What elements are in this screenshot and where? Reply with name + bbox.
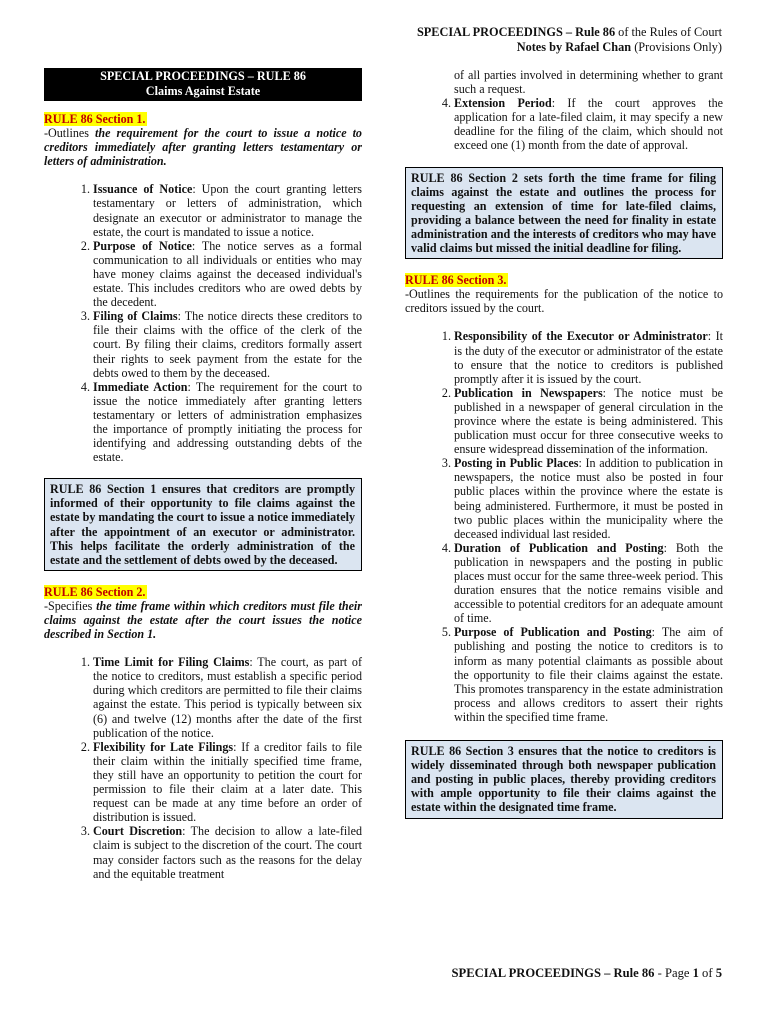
- section-1-heading: RULE 86 Section 1.: [44, 112, 146, 126]
- page-header: [417, 25, 722, 55]
- list-item: 5. Purpose of Publication and Posting: The aim of publishing and posting the notice to creditors is to inform as many potential claimants as possible about the opportunity to file their claims against the estate. This promotes transparency in the estate administration process and allows creditors to assert their rights within the specified time frame.: [454, 625, 723, 724]
- list-item: 1. Issuance of Notice: Upon the court granting letters testamentary or letters of administration, which designate an executor or administrator to manage the estate, the court is mandated to issue a notice.: [93, 182, 362, 238]
- list-item: 1. Time Limit for Filing Claims: The court, as part of the notice to creditors, must establish a specific period during which creditors are permitted to file their claims against the estate. This period is typically between six (6) and twelve (12) months after the date of the first publication of the notice.: [93, 655, 362, 740]
- section-1-summary-box: RULE 86 Section 1 ensures that creditors are promptly informed of their opportunity to file claims against the estate by mandating the court to issue a notice immediately after the appointment of an executor or administrator. This helps facilitate the orderly administration of the estate and the settlement of debts owed by the deceased.: [44, 478, 362, 571]
- header-author: Notes by Rafael Chan: [516, 40, 632, 54]
- list-item: 4. Duration of Publication and Posting: Both the publication in newspapers and the posting in public places must occur for the same three-week period. This duration ensures that the notice remains visible and accessible to potential creditors for an adequate amount of time.: [454, 541, 723, 626]
- section-3-heading: RULE 86 Section 3.: [405, 273, 507, 288]
- left-column: [44, 68, 362, 881]
- section-1-list: [44, 182, 362, 464]
- list-item: 3. Posting in Public Places: In addition to publication in newspapers, the notice must also be posted in four public places within the province where the estate is being administered. Furthermore, it must be posted in two public places within the municipality where the deceased individual last resided.: [454, 456, 723, 541]
- section-2-item-3-continued: of all parties involved in determining whether to grant such a request.: [454, 68, 723, 97]
- title-line-1: SPECIAL PROCEEDINGS – RULE 86: [100, 69, 306, 83]
- section-2-summary-box: RULE 86 Section 2 sets forth the time frame for filing claims against the estate and outlines the process for requesting an extension of time for late-filed claims, providing a balance between the need for finality in estate administration and the interests of creditors who may have valid claims but missed the initial deadline for filing.: [405, 167, 723, 260]
- header-title: SPECIAL PROCEEDINGS – Rule 86: [416, 25, 616, 39]
- footer-label: SPECIAL PROCEEDINGS – Rule 86: [451, 966, 655, 980]
- page-total: 5: [715, 966, 722, 980]
- header-author-rest: (Provisions Only): [631, 40, 722, 54]
- section-2-heading: RULE 86 Section 2.: [44, 584, 146, 599]
- section-2-intro: -Specifies the time frame within which creditors must file their claims against the estate after the court issues the notice described in Section 1.: [44, 598, 362, 642]
- right-column: [405, 68, 723, 829]
- title-box: [44, 68, 362, 101]
- page-footer: SPECIAL PROCEEDINGS – Rule 86 - Page 1 of 5: [451, 966, 722, 980]
- list-item: 2. Purpose of Notice: The notice serves as a formal communication to all individuals or entities who may have money claims against the deceased individual's estate. This includes creditors who are owed debts by the decedent.: [93, 239, 362, 309]
- section-3-summary-box: RULE 86 Section 3 ensures that the notice to creditors is widely disseminated through both newspaper publication and posting in public places, thereby providing creditors with ample opportunity to file their claims against the estate within the designated time frame.: [405, 740, 723, 818]
- list-item: 4. Immediate Action: The requirement for the court to issue the notice immediately after granting letters testamentary or letters of administration emphasizes the importance of promptly initiating the process for identifying and addressing outstanding debts of the estate.: [93, 380, 362, 465]
- list-item: 3. Court Discretion: The decision to allow a late-filed claim is subject to the discretion of the court. The court may consider factors such as the reasons for the delay and the equitable treatment: [93, 824, 362, 880]
- list-item: 1. Responsibility of the Executor or Administrator: It is the duty of the executor or administrator of the estate to ensure that the notice to creditors is published promptly after it is issued by the court.: [454, 329, 723, 385]
- list-item: 2. Publication in Newspapers: The notice must be published in a newspaper of general circulation in the province where the estate is being administered. This publication must occur for three consecutive weeks to ensure widespread dissemination of the information.: [454, 386, 723, 456]
- list-item: 4. Extension Period: If the court approves the application for a late-filed claim, it may specify a new deadline for the filing of the claim, which should not exceed one (1) month from the date of approval.: [454, 96, 723, 152]
- list-item: 3. Filing of Claims: The notice directs these creditors to file their claims with the office of the clerk of the court. By filing their claims, creditors formally assert their rights to seek payment from the estate for the debts owed to them by the deceased.: [93, 309, 362, 379]
- header-title-rest: of the Rules of Court: [615, 25, 722, 39]
- page-number: 1: [692, 966, 699, 980]
- section-2-list-continued: [405, 96, 723, 152]
- title-line-2: Claims Against Estate: [145, 84, 261, 98]
- section-3-intro: -Outlines the requirements for the publication of the notice to creditors issued by the court.: [405, 287, 723, 316]
- section-2-list: [44, 655, 362, 881]
- list-item: 2. Flexibility for Late Filings: If a creditor fails to file their claim within the initially specified time frame, they still have an opportunity to petition the court for permission to file their claim at a later date. This request can be made at any time before an order of distribution is issued.: [93, 740, 362, 825]
- section-3-list: [405, 329, 723, 724]
- section-1-intro: -Outlines the requirement for the court to issue a notice to creditors immediately after granting letters testamentary or letters of administration.: [44, 126, 362, 169]
